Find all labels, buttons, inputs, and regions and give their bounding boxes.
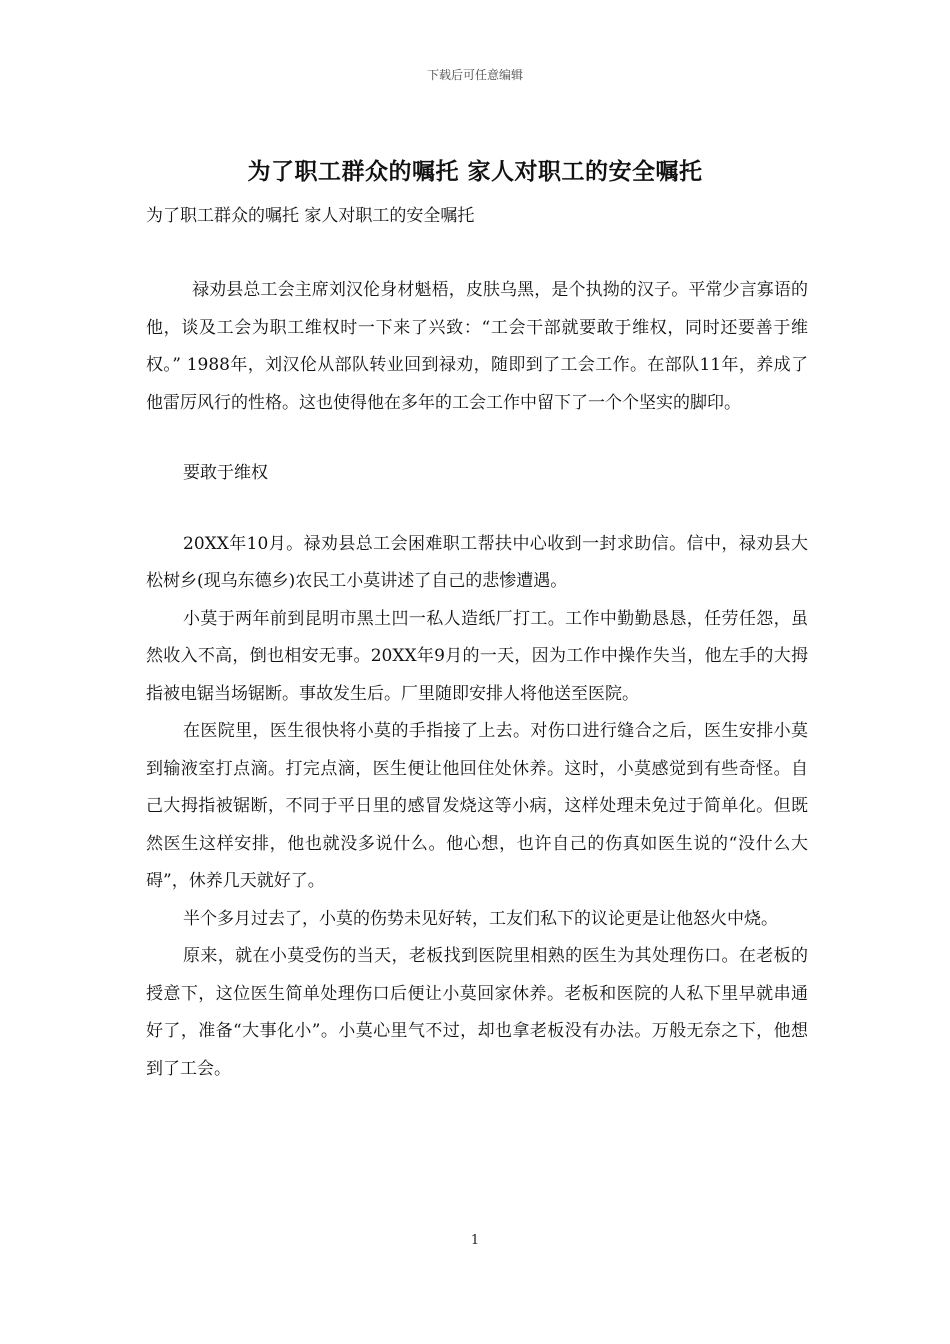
- page-number: 1: [470, 1233, 480, 1248]
- paragraph: 原来，就在小莫受伤的当天，老板找到医院里相熟的医生为其处理伤口。在老板的授意下，这位医生简单处理伤口后便让小莫回家休养。老板和医院的人私下里早就串通好了，准备“大事化小”。小莫心里气不过，却也拿老板没有办法。万般无奈之下，他想到了工会。: [146, 946, 808, 1079]
- document-subtitle: 为了职工群众的嘱托 家人对职工的安全嘱托: [146, 206, 475, 226]
- paragraph-intro: 禄劝县总工会主席刘汉伦身材魁梧，皮肤乌黑，是个执拗的汉子。平常少言寡语的他，谈及工会为职工维权时一下来了兴致：“工会干部就要敢于维权，同时还要善于维权。” 1988年，刘汉伦从部队转业回到禄劝，随即到了工会工作。在部队11年，养成了他雷厉风行的性格。这也使得他在多年的工会工作中留下了一个个坚实的脚印。: [146, 280, 808, 413]
- paragraph: 在医院里，医生很快将小莫的手指接了上去。对伤口进行缝合之后，医生安排小莫到输液室打点滴。打完点滴，医生便让他回住处休养。这时，小莫感觉到有些奇怪。自己大拇指被锯断，不同于平日里的感冒发烧这等小病，这样处理未免过于简单化。但既然医生这样安排，他也就没多说什么。他心想，也许自己的伤真如医生说的“没什么大碍”，休养几天就好了。: [146, 721, 808, 891]
- paragraph: 半个多月过去了，小莫的伤势未见好转，工友们私下的议论更是让他怒火中烧。: [183, 908, 778, 929]
- paragraph: 20XX年10月。禄劝县总工会困难职工帮扶中心收到一封求助信。信中，禄劝县大松树乡(现乌东德乡)农民工小莫讲述了自己的悲惨遭遇。: [146, 533, 808, 591]
- document-title: 为了职工群众的嘱托 家人对职工的安全嘱托: [247, 159, 703, 185]
- paragraph: 小莫于两年前到昆明市黑土凹一私人造纸厂打工。工作中勤勤恳恳，任劳任怨，虽然收入不高，倒也相安无事。20XX年9月的一天，因为工作中操作失当，他左手的大拇指被电锯当场锯断。事故发生后。厂里随即安排人将他送至医院。: [146, 608, 808, 704]
- section-heading: 要敢于维权: [183, 463, 268, 483]
- document-body: [146, 272, 808, 1088]
- header-note: 下载后可任意编辑: [426, 68, 523, 82]
